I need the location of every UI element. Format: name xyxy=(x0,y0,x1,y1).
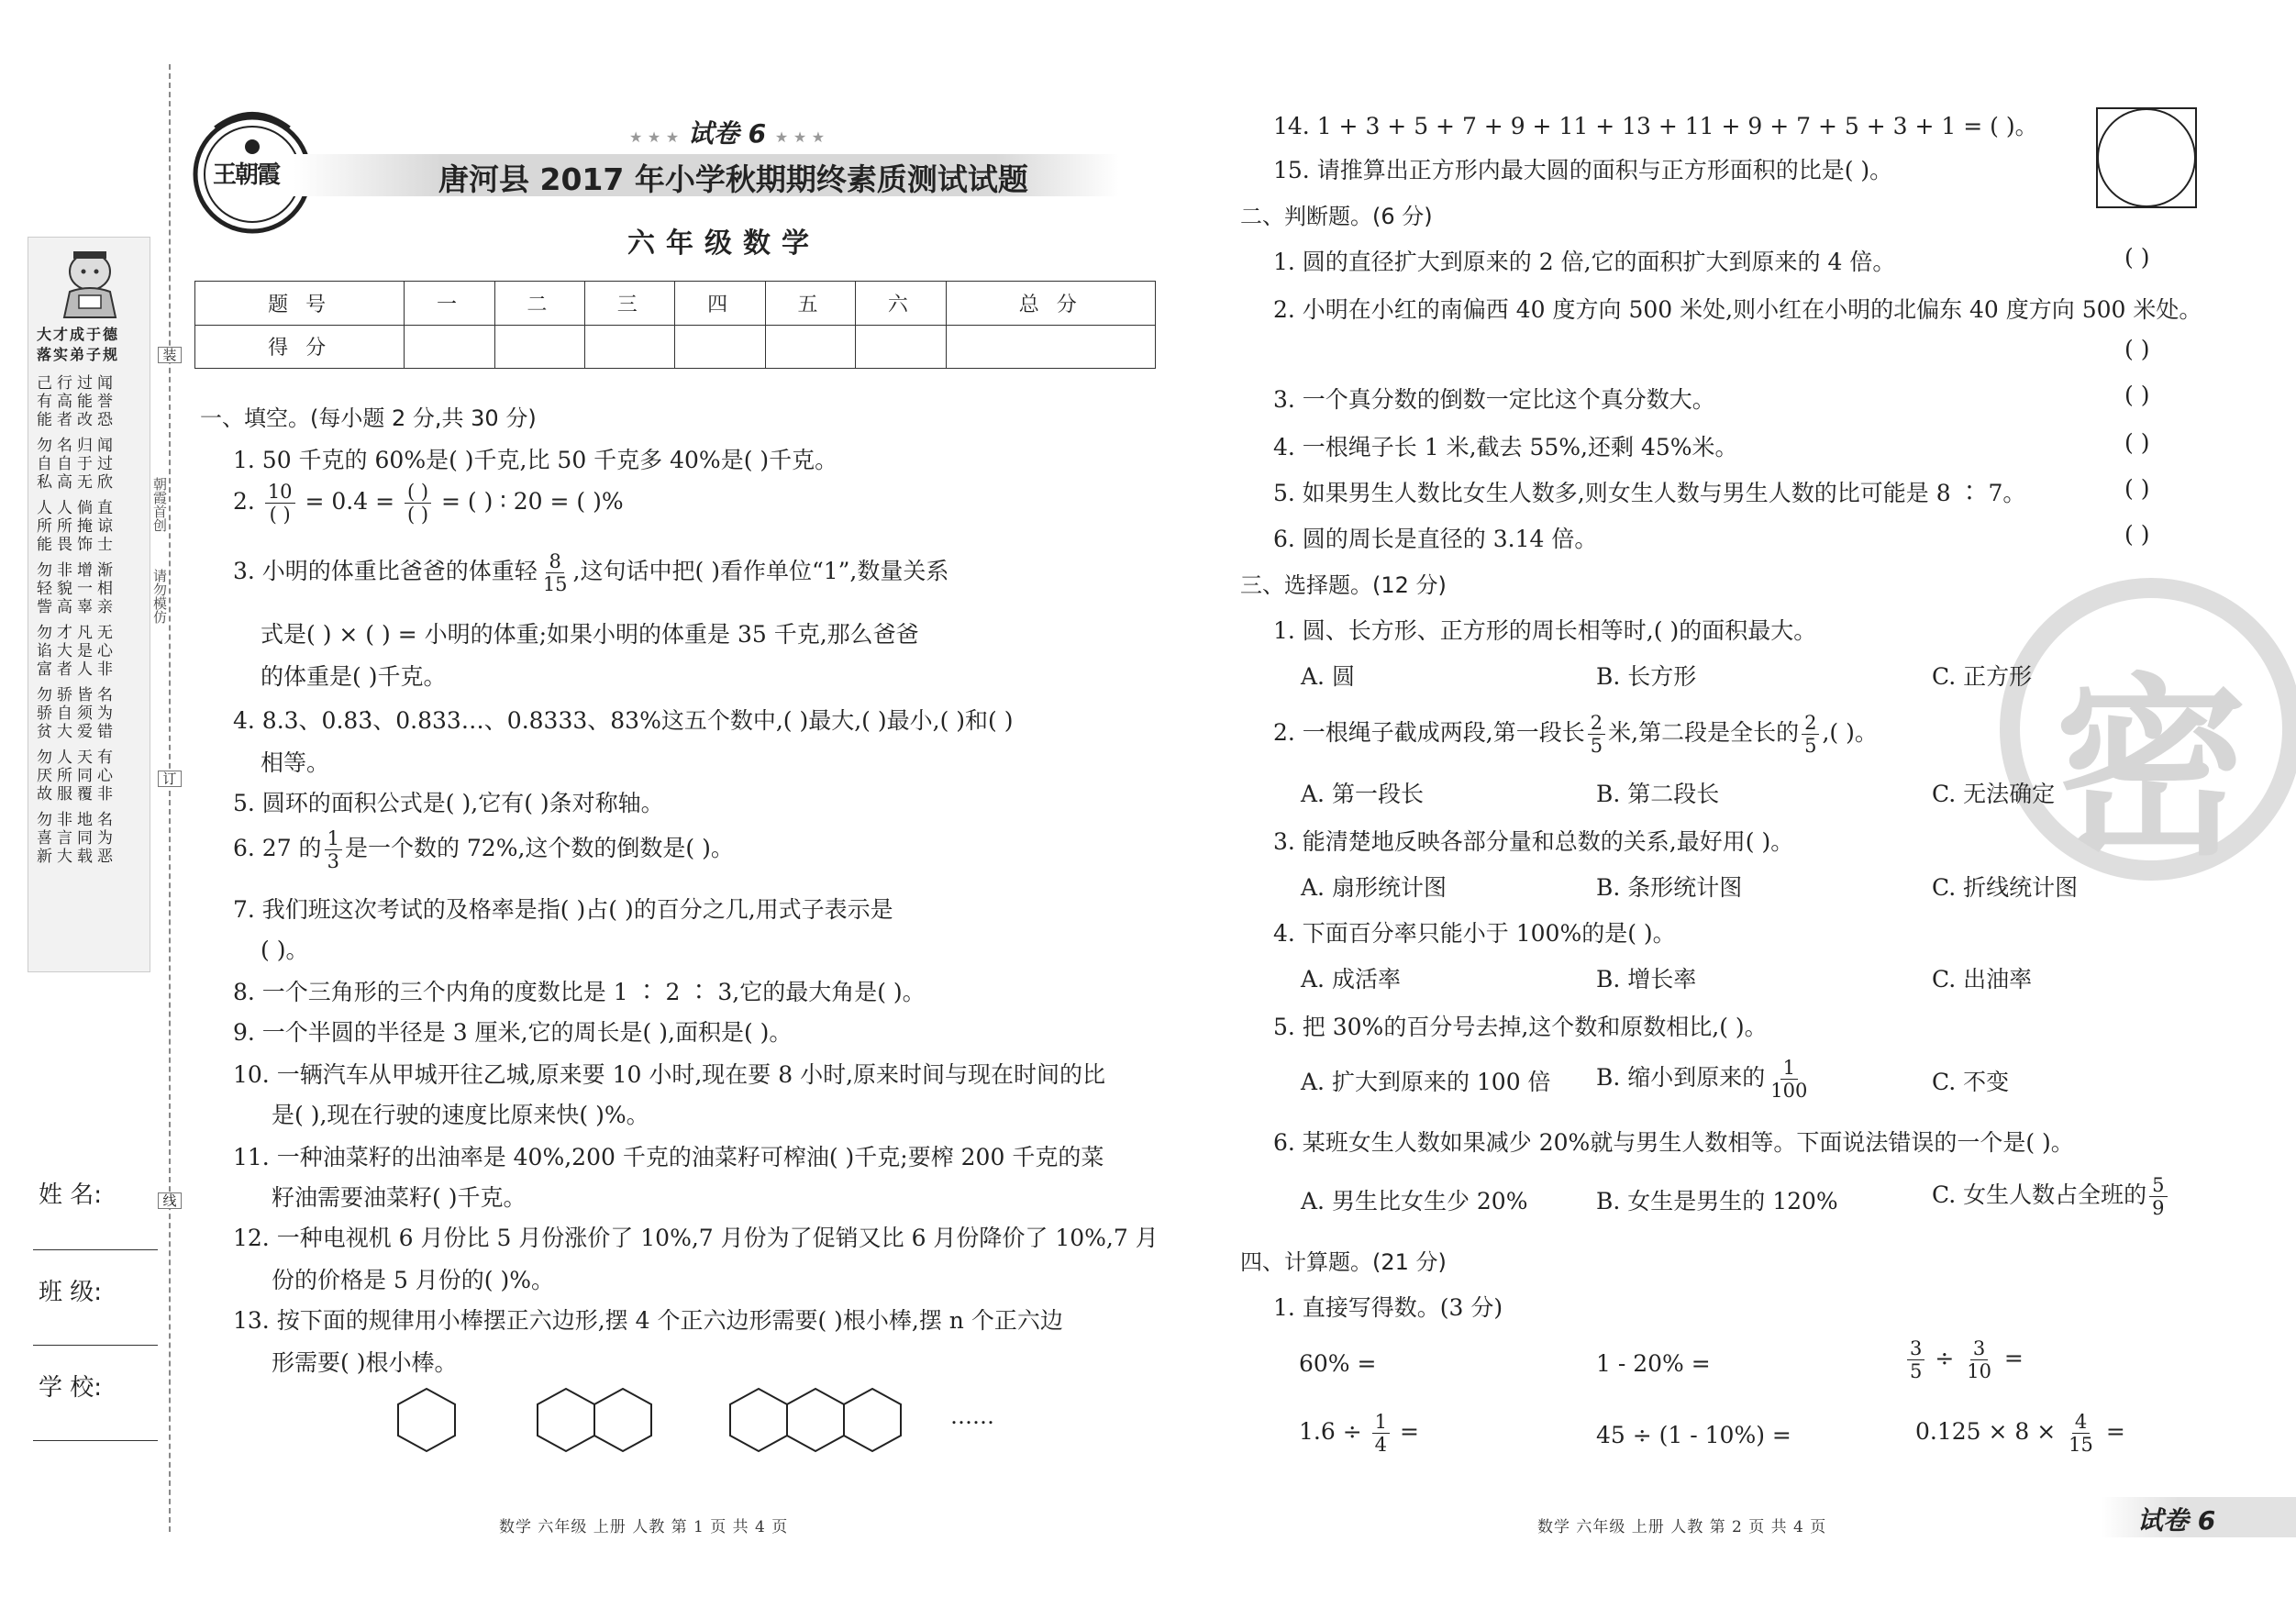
choice-6-option-a: A. 男生比女生少 20% xyxy=(1301,1188,1528,1214)
score-cell: 五 xyxy=(765,282,855,326)
hexagon-figure-2 xyxy=(534,1385,655,1460)
exam-subtitle: 六年级数学 xyxy=(627,227,820,260)
judge-1-bracket: ( ) xyxy=(2124,244,2150,271)
score-cell: 得 分 xyxy=(195,325,405,369)
score-cell: 一 xyxy=(405,282,494,326)
page-2-footer: 数学 六年级 上册 人教 第 2 页 共 4 页 xyxy=(1537,1518,1827,1536)
judge-5: 5. 如果男生人数比女生人数多,则女生人数与男生人数的比可能是 8 ∶ 7。 xyxy=(1273,480,2026,506)
question-5: 5. 圆环的面积公式是( ),它有( )条对称轴。 xyxy=(233,790,664,816)
judge-2-bracket: ( ) xyxy=(2124,336,2150,362)
secret-stamp-char: 密 xyxy=(2054,657,2247,882)
vertical-note-2: 请勿模仿 xyxy=(151,569,168,624)
cut-label-xian: 线 xyxy=(158,1192,182,1209)
logo-text: 王朝霞 xyxy=(213,161,280,189)
vertical-note-1: 朝霞首创 xyxy=(151,477,168,532)
score-cell: 题 号 xyxy=(195,282,405,326)
score-cell: 二 xyxy=(494,282,584,326)
series-badge: 试卷 6 xyxy=(2137,1505,2216,1536)
section-1-heading: 一、填空。(每小题 2 分,共 30 分) xyxy=(200,405,537,431)
section-3-heading: 三、选择题。(12 分) xyxy=(1240,572,1447,598)
score-cell: 六 xyxy=(856,282,946,326)
question-6: 6. 27 的 $\frac{1}{3}$ 是一个数的 72%,这个数的倒数是( )。 xyxy=(233,827,734,872)
score-input-cell[interactable] xyxy=(494,325,584,369)
judge-3: 3. 一个真分数的倒数一定比这个真分数大。 xyxy=(1273,386,1715,413)
score-input-cell[interactable] xyxy=(675,325,765,369)
score-input-cell[interactable] xyxy=(405,325,494,369)
calc-expr-1: 60% = xyxy=(1299,1350,1377,1377)
question-12-line-2: 份的价格是 5 月份的( )%。 xyxy=(272,1267,555,1293)
cut-label-ding: 订 xyxy=(158,771,182,787)
question-14: 14. 1 + 3 + 5 + 7 + 9 + 11 + 13 + 11 + 9 + 7 + 5 + 3 + 1 = ( )。 xyxy=(1273,113,2038,139)
secret-stamp xyxy=(2000,578,2296,881)
choice-3-option-b: B. 条形统计图 xyxy=(1596,874,1743,901)
choice-4: 4. 下面百分率只能小于 100%的是( )。 xyxy=(1273,920,1676,947)
square-circle-figure xyxy=(2095,106,2198,215)
name-label: 姓 名: xyxy=(39,1181,103,1209)
choice-4-option-a: A. 成活率 xyxy=(1301,966,1401,993)
judge-1: 1. 圆的直径扩大到原来的 2 倍,它的面积扩大到原来的 4 倍。 xyxy=(1273,249,1896,275)
choice-4-option-c: C. 出油率 xyxy=(1932,966,2033,993)
sidebar-motto: 己行过闻 有高能誉 能者改恐 勿名归闻 自自于过 私高无欣 人人倘直 所所掩谅 能畏饰士 勿非增渐 轻貌一相 訾高辜亲 勿才凡无 谄大是心 富者人非 勿骄皆名 骄自须为 贫大爱错 勿人天有 厌所同心 故服覆非 勿非地名 喜言同为 新大载恶 xyxy=(37,374,117,866)
question-10: 10. 一辆汽车从甲城开往乙城,原来要 10 小时,现在要 8 小时,原来时间与现在时间的比 xyxy=(233,1061,1106,1088)
question-4: 4. 8.3、0.83̇、0.833…、0.8333、83%这五个数中,( )最大,( )最小,( )和( ) xyxy=(233,707,1014,734)
calc-expr-4: 1.6 ÷ $\frac{1}{4}$ = xyxy=(1299,1411,1419,1456)
choice-6: 6. 某班女生人数如果减少 20%就与男生人数相等。下面说法错误的一个是( )。 xyxy=(1273,1129,2074,1156)
choice-1-option-c: C. 正方形 xyxy=(1932,663,2033,690)
choice-2-option-c: C. 无法确定 xyxy=(1932,781,2056,807)
judge-5-bracket: ( ) xyxy=(2124,475,2150,502)
sidebar-slogan-1: 大才成于德 xyxy=(37,326,120,343)
class-field-line[interactable] xyxy=(33,1345,158,1346)
choice-6-option-b: B. 女生是男生的 120% xyxy=(1596,1188,1838,1214)
hexagon-figure-3 xyxy=(727,1385,904,1460)
question-12: 12. 一种电视机 6 月份比 5 月份涨价了 10%,7 月份为了促销又比 6 月份降价了 10%,7 月 xyxy=(233,1225,1159,1251)
question-8: 8. 一个三角形的三个内角的度数比是 1 ∶ 2 ∶ 3,它的最大角是( )。 xyxy=(233,979,926,1005)
section-4-heading: 四、计算题。(21 分) xyxy=(1240,1249,1447,1275)
choice-1-option-b: B. 长方形 xyxy=(1596,663,1697,690)
choice-2-option-a: A. 第一段长 xyxy=(1301,781,1424,807)
question-2: 2. $\frac{10}{( )}$ = 0.4 = $\frac{( )}{( )}$ = ( ) ∶ 20 = ( )% xyxy=(233,481,624,526)
score-table-header-row xyxy=(195,282,1156,326)
choice-5-option-c: C. 不变 xyxy=(1932,1069,2010,1095)
question-1: 1. 50 千克的 60%是( )千克,比 50 千克多 40%是( )千克。 xyxy=(233,447,838,473)
choice-5-option-b: B. 缩小到原来的 $\frac{1}{100}$ xyxy=(1596,1057,1808,1102)
calc-subheading: 1. 直接写得数。(3 分) xyxy=(1273,1294,1503,1321)
score-table-score-row xyxy=(195,325,1156,369)
judge-2: 2. 小明在小红的南偏西 40 度方向 500 米处,则小红在小明的北偏东 40 度方向 500 米处。 xyxy=(1273,296,2202,323)
question-15: 15. 请推算出正方形内最大圆的面积与正方形面积的比是( )。 xyxy=(1273,157,1893,183)
question-13-line-2: 形需要( )根小棒。 xyxy=(272,1349,458,1376)
score-input-cell[interactable] xyxy=(856,325,946,369)
question-10-line-2: 是( ),现在行驶的速度比原来快( )%。 xyxy=(272,1102,649,1128)
choice-1-option-a: A. 圆 xyxy=(1301,663,1355,690)
choice-3-option-a: A. 扇形统计图 xyxy=(1301,874,1447,901)
score-input-cell[interactable] xyxy=(946,325,1155,369)
score-cell: 四 xyxy=(675,282,765,326)
choice-3: 3. 能清楚地反映各部分量和总数的关系,最好用( )。 xyxy=(1273,828,1794,855)
school-field-line[interactable] xyxy=(33,1440,158,1441)
question-3: 3. 小明的体重比爸爸的体重轻 $\frac{8}{15}$ ,这句话中把( )看作单位“1”,数量关系 xyxy=(233,550,949,595)
choice-5: 5. 把 30%的百分号去掉,这个数和原数相比,( )。 xyxy=(1273,1014,1768,1040)
choice-3-option-c: C. 折线统计图 xyxy=(1932,874,2079,901)
judge-6: 6. 圆的周长是直径的 3.14 倍。 xyxy=(1273,526,1598,552)
pattern-ellipsis: …… xyxy=(950,1403,994,1429)
score-cell: 总 分 xyxy=(946,282,1155,326)
judge-6-bracket: ( ) xyxy=(2124,521,2150,548)
calc-expr-2: 1 - 20% = xyxy=(1596,1350,1711,1377)
choice-6-option-c: C. 女生人数占全班的 $\frac{5}{9}$ xyxy=(1932,1174,2170,1219)
question-3-line-3: 的体重是( )千克。 xyxy=(261,663,447,690)
school-label: 学 校: xyxy=(39,1374,103,1402)
page-1-footer: 数学 六年级 上册 人教 第 1 页 共 4 页 xyxy=(499,1518,789,1536)
name-field-line[interactable] xyxy=(33,1249,158,1250)
exam-title: 唐河县 2017 年小学秋期期终素质测试试题 xyxy=(438,161,1028,197)
sidebar-slogan-2: 落实弟子规 xyxy=(37,346,120,363)
series-label: ★ ★ ★ 试卷 6 ★ ★ ★ xyxy=(629,118,826,149)
score-input-cell[interactable] xyxy=(765,325,855,369)
judge-4: 4. 一根绳子长 1 米,截去 55%,还剩 45%米。 xyxy=(1273,434,1738,460)
question-13: 13. 按下面的规律用小棒摆正六边形,摆 4 个正六边形需要( )根小棒,摆 n 个正六边 xyxy=(233,1307,1063,1334)
question-9: 9. 一个半圆的半径是 3 厘米,它的周长是( ),面积是( )。 xyxy=(233,1019,793,1046)
choice-4-option-b: B. 增长率 xyxy=(1596,966,1697,993)
cut-label-zhuang: 装 xyxy=(158,347,182,363)
calc-expr-6: 0.125 × 8 × $\frac{4}{15}$ = xyxy=(1915,1411,2125,1456)
cartoon-boy-illustration xyxy=(42,244,138,327)
calc-expr-3: $\frac{3}{5}$ ÷ $\frac{3}{10}$ = xyxy=(1904,1337,2024,1382)
choice-2: 2. 一根绳子截成两段,第一段长 $\frac{2}{5}$ 米,第二段是全长的 $\frac{2}{5}$ ,( )。 xyxy=(1273,712,1878,757)
section-2-heading: 二、判断题。(6 分) xyxy=(1240,204,1433,229)
choice-1: 1. 圆、长方形、正方形的周长相等时,( )的面积最大。 xyxy=(1273,617,1817,644)
choice-5-option-a: A. 扩大到原来的 100 倍 xyxy=(1301,1069,1551,1095)
binding-line xyxy=(169,64,171,1532)
judge-3-bracket: ( ) xyxy=(2124,382,2150,408)
question-4-line-2: 相等。 xyxy=(261,749,330,776)
choice-2-option-b: B. 第二段长 xyxy=(1596,781,1720,807)
question-3-line-2: 式是( ) × ( ) = 小明的体重;如果小明的体重是 35 千克,那么爸爸 xyxy=(261,621,919,648)
judge-4-bracket: ( ) xyxy=(2124,429,2150,456)
question-11-line-2: 籽油需要油菜籽( )千克。 xyxy=(272,1184,527,1211)
question-11: 11. 一种油菜籽的出油率是 40%,200 千克的油菜籽可榨油( )千克;要榨 200 千克的菜 xyxy=(233,1144,1104,1170)
question-7: 7. 我们班这次考试的及格率是指( )占( )的百分之几,用式子表示是 xyxy=(233,896,893,923)
hexagon-figure-1 xyxy=(394,1385,459,1460)
class-label: 班 级: xyxy=(39,1279,103,1306)
question-7-line-2: ( )。 xyxy=(261,937,309,963)
score-input-cell[interactable] xyxy=(585,325,675,369)
calc-expr-5: 45 ÷ (1 - 10%) = xyxy=(1596,1422,1791,1448)
score-table xyxy=(194,281,1156,369)
score-cell: 三 xyxy=(585,282,675,326)
